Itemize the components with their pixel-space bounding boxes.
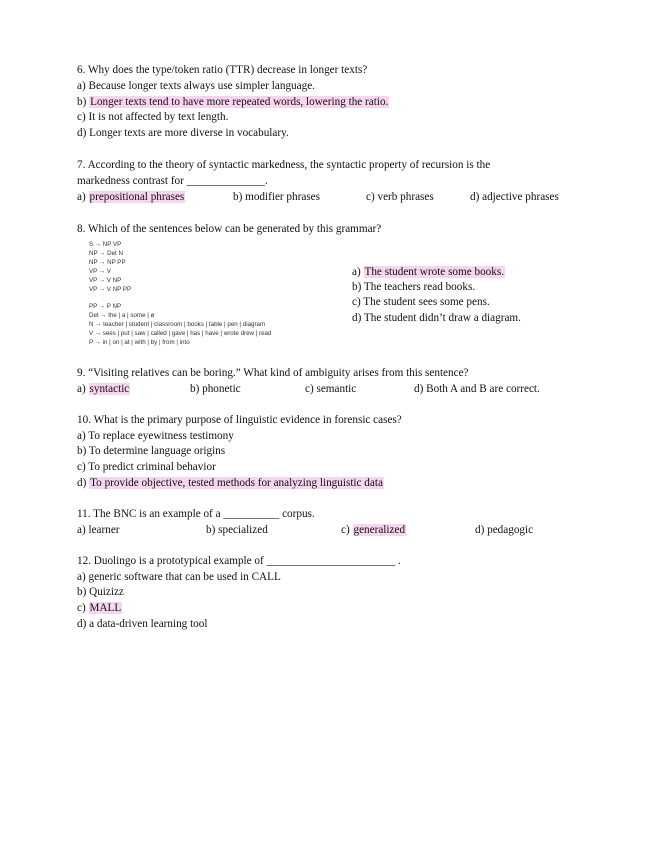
- q7-question-line2: markedness contrast for ______________.: [77, 175, 268, 187]
- q7-question-line1: 7. According to the theory of syntactic markedness, the syntactic property of recursion is the: [77, 159, 491, 171]
- q12-option-b: b) Quizizz: [77, 586, 124, 598]
- grammar-rule: S → NP VP: [89, 241, 122, 248]
- q11-question: 11. The BNC is an example of a __________ corpus.: [77, 508, 315, 520]
- q11-option-d: d) pedagogic: [475, 524, 534, 536]
- q7-option-a-prefix: a): [77, 191, 86, 203]
- q6-option-d: d) Longer texts are more diverse in vocabulary.: [77, 127, 289, 139]
- q12-option-d: d) a data-driven learning tool: [77, 618, 208, 630]
- q7-option-a: [77, 191, 185, 204]
- q10-option-a: a) To replace eyewitness testimony: [77, 430, 234, 442]
- q9-option-a-highlighted-answer: syntactic: [89, 383, 130, 395]
- q12-question: 12. Duolingo is a prototypical example of _______________________ .: [77, 555, 401, 567]
- q11-option-c-highlighted-answer: generalized: [353, 524, 406, 536]
- q11-option-b: b) specialized: [206, 524, 268, 536]
- q7-option-b: b) modifier phrases: [233, 191, 320, 203]
- q11-option-c-prefix: c): [341, 524, 350, 536]
- grammar-rule: V → sees | put | saw | called | gave | has | have | wrote drew | read: [89, 330, 272, 337]
- q8-option-b: b) The teachers read books.: [352, 281, 476, 293]
- q7-option-a-highlighted-answer: prepositional phrases: [89, 191, 185, 203]
- q9-option-c: c) semantic: [305, 383, 357, 395]
- q7-option-c: c) verb phrases: [366, 191, 434, 203]
- grammar-rule: P → in | on | at | with | by | from | into: [89, 339, 190, 346]
- q9-option-b: b) phonetic: [190, 383, 241, 395]
- grammar-rule: VP → V: [89, 268, 111, 275]
- q9-option-d: d) Both A and B are correct.: [414, 383, 540, 395]
- q10-option-c: c) To predict criminal behavior: [77, 461, 216, 473]
- q10-question: 10. What is the primary purpose of linguistic evidence in forensic cases?: [77, 414, 402, 426]
- grammar-rule: VP → V NP: [89, 277, 122, 284]
- q6-option-c: c) It is not affected by text length.: [77, 111, 229, 123]
- q11-option-a: a) learner: [77, 524, 120, 536]
- grammar-rule: NP → NP PP: [89, 259, 126, 266]
- grammar-rule: Det → the | a | some | ø: [89, 312, 155, 319]
- q10-option-b: b) To determine language origins: [77, 445, 226, 457]
- q7-option-d: d) adjective phrases: [470, 191, 559, 203]
- q8-option-d: d) The student didn’t draw a diagram.: [352, 312, 521, 324]
- q10-option-d: [77, 477, 384, 490]
- q12-option-c-prefix: c): [77, 602, 86, 614]
- grammar-rule: VP → V NP PP: [89, 286, 132, 293]
- q8-option-a: [352, 266, 505, 279]
- grammar-rule: N → teacher | student | classroom | books | table | pen | diagram: [89, 321, 266, 328]
- q11-option-c: [341, 524, 406, 537]
- q8-option-a-prefix: a): [352, 266, 361, 278]
- q9-option-a: [77, 383, 130, 396]
- q9-option-a-prefix: a): [77, 383, 86, 395]
- q12-option-a: a) generic software that can be used in CALL: [77, 571, 281, 583]
- q6-option-a: a) Because longer texts always use simpler language.: [77, 80, 315, 92]
- q10-option-d-highlighted-answer: To provide objective, tested methods for analyzing linguistic data: [90, 477, 383, 489]
- q12-option-c: [77, 602, 122, 615]
- q8-option-a-highlighted-answer: The student wrote some books.: [364, 266, 505, 278]
- q6-option-b-prefix: b): [77, 96, 87, 108]
- q10-option-d-prefix: d): [77, 477, 87, 489]
- q9-question: 9. “Visiting relatives can be boring.” What kind of ambiguity arises from this sentence?: [77, 367, 469, 379]
- grammar-rule: NP → Det N: [89, 250, 123, 257]
- q8-question: 8. Which of the sentences below can be generated by this grammar?: [77, 223, 382, 235]
- q6-option-b: [77, 96, 389, 109]
- q8-option-c: c) The student sees some pens.: [352, 296, 490, 308]
- q6-option-b-highlighted-answer: Longer texts tend to have more repeated words, lowering the ratio.: [90, 96, 389, 108]
- q6-question: 6. Why does the type/token ratio (TTR) decrease in longer texts?: [77, 64, 368, 76]
- q12-option-c-highlighted-answer: MALL: [89, 602, 122, 614]
- grammar-rule: PP → P NP: [89, 303, 122, 310]
